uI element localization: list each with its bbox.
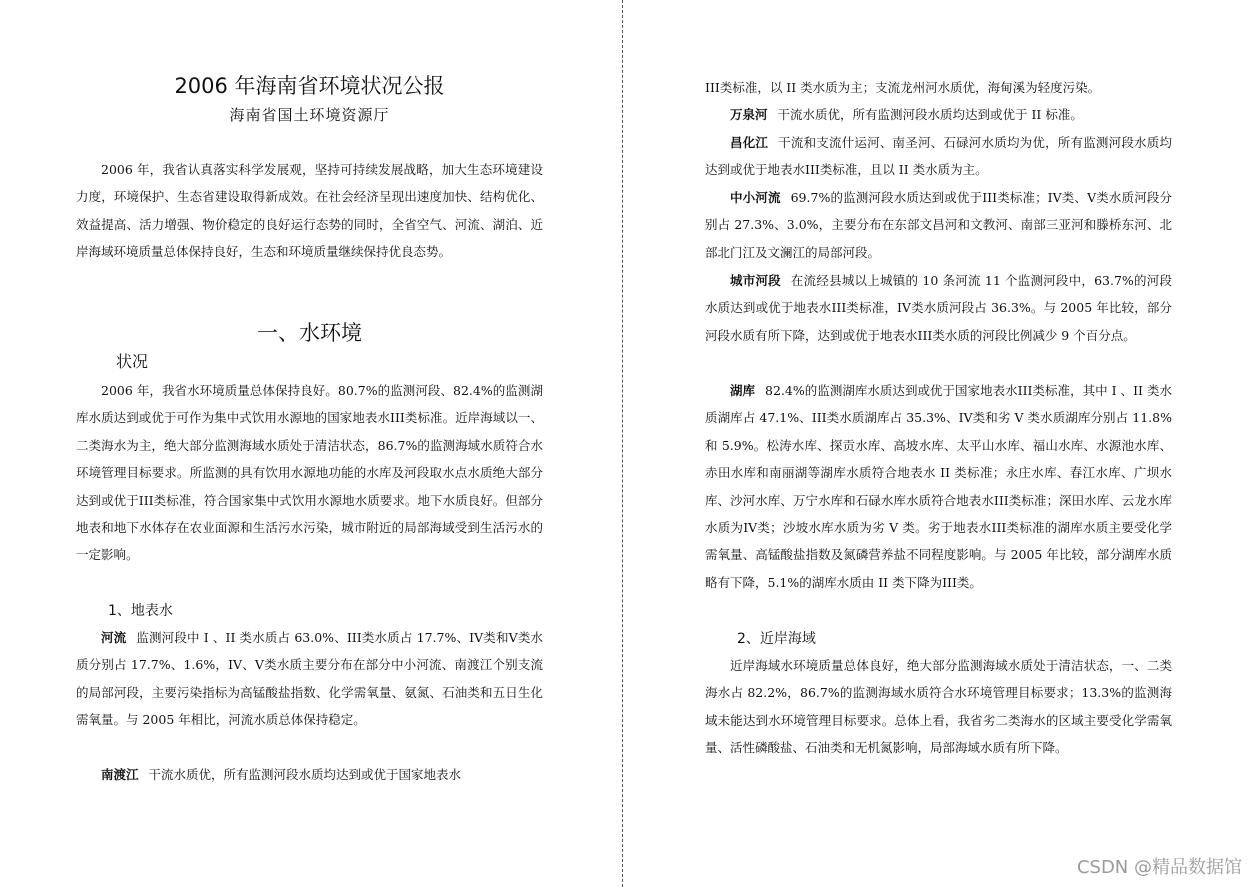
wanquan-text: 干流水质优，所有监测河段水质均达到或优于 II 标准。 (777, 107, 1083, 122)
city-rivers-label: 城市河段 (730, 273, 781, 288)
watermark: CSDN @精品数据馆 (1076, 857, 1242, 878)
report-title: 2006 年海南省环境状况公报 (174, 74, 445, 98)
changhua-text: 干流和支流什运河、南圣河、石碌河水质均为优，所有监测河段水质均达到或优于地表水III类标准，且以 II 类水质为主。 (705, 135, 1172, 178)
lakes-paragraph (705, 377, 1172, 596)
report-publisher: 海南省国土环境资源厅 (229, 106, 390, 124)
small-rivers-text: 69.7%的监测河段水质达到或优于III类标准；IV类、V类水质河段分别占 27.3%、3.0%，主要分布在东部文昌河和文教河、南部三亚河和滕桥东河、北部北门江及文澜江的局部河段。 (705, 190, 1172, 260)
small-rivers-paragraph (705, 184, 1172, 266)
lakes-text: 82.4%的监测湖库水质达到或优于国家地表水III类标准，其中 I 、II 类水质湖库占 47.1%、III类水质湖库占 35.3%、IV类和劣 V 类水质湖库分别占 11.8%和 5.9%。松涛水库、探贡水库、高坡水库、太平山水库、福山水库、水源池水库、赤田水库和南丽湖等湖库水质符合地表水 II 类标准；永庄水库、春江水库、广坝水库、沙河水库、万宁水库和石碌水库水质符合地表水III类标准；深田水库、云龙水库水质为IV类；沙坡水库水质为劣 V 类。劣于地表水III类标准的湖库水质主要受化学需氧量、高锰酸盐指数及氮磷营养盐不同程度影响。与 2005 年比较，部分湖库水质略有下降，5.1%的湖库水质由 II 类下降为III类。 (705, 383, 1172, 590)
coastal-paragraph: 近岸海域水环境质量总体良好，绝大部分监测海域水质处于清洁状态，一、二类海水占 82.2%，86.7%的监测海域水质符合水环境管理目标要求；13.3%的监测海域未能达到水环境管理目标要求。总体上看，我省劣二类海水的区域主要受化学需氧量、活性磷酸盐、石油类和无机氮影响，局部海域水质有所下降。 (705, 658, 1172, 756)
nandu-label: 南渡江 (101, 767, 139, 782)
section-water-title: 一、水环境 (257, 321, 362, 345)
changhua-paragraph (705, 129, 1172, 184)
city-rivers-text: 在流经县城以上城镇的 10 条河流 11 个监测河段中，63.7%的河段水质达到或优于地表水III类标准，IV类水质河段占 36.3%。与 2005 年比较，部分河段水质有所下降，达到或优于地表水III类水质的河段比例减少 9 个百分点。 (705, 273, 1172, 343)
lakes-label: 湖库 (730, 383, 756, 398)
page-divider (622, 0, 623, 887)
coastal-heading: 2、近岸海域 (737, 631, 816, 647)
wanquan-label: 万泉河 (730, 107, 768, 122)
wanquan-paragraph (705, 101, 1172, 128)
rivers-paragraph (76, 624, 543, 734)
nandu-continued: III类标准，以 II 类水质为主；支流龙州河水质优，海甸溪为轻度污染。 (705, 80, 1101, 95)
nandu-text: 干流水质优，所有监测河段水质均达到或优于国家地表水 (148, 767, 462, 782)
intro-paragraph: 2006 年，我省认真落实科学发展观，坚持可持续发展战略，加大生态环境建设力度，环境保护、生态省建设取得新成效。在社会经济呈现出速度加快、结构优化、效益提高、活力增强、物价稳定的良好运行态势的同时，全省空气、河流、湖泊、近岸海域环境质量总体保持良好，生态和环境质量继续保持优良态势。 (76, 162, 543, 260)
rivers-text: 监测河段中 I 、II 类水质占 63.0%、III类水质占 17.7%、IV类和V类水质分别占 17.7%、1.6%，IV、V类水质主要分布在部分中小河流、南渡江个别支流的局部河段，主要污染指标为高锰酸盐指数、化学需氧量、氨氮、石油类和五日生化需氧量。与 2005 年相比，河流水质总体保持稳定。 (76, 630, 543, 728)
status-paragraph: 2006 年，我省水环境质量总体保持良好。80.7%的监测河段、82.4%的监测湖库水质达到或优于可作为集中式饮用水源地的国家地表水III类标准。近岸海域以一、二类海水为主，绝大部分监测海域水质处于清洁状态，86.7%的监测海域水质符合水环境管理目标要求。所监测的具有饮用水源地功能的水库及河段取水点水质绝大部分达到或优于III类标准，符合国家集中式饮用水源地水质要求。地下水质良好。但部分地表和地下水体存在农业面源和生活污水污染，城市附近的局部海域受到生活污水的一定影响。 (76, 383, 543, 563)
nandu-paragraph (76, 761, 543, 788)
small-rivers-label: 中小河流 (730, 190, 781, 205)
changhua-label: 昌化江 (730, 135, 769, 150)
rivers-label: 河流 (101, 630, 127, 645)
city-rivers-paragraph (705, 267, 1172, 349)
surface-water-heading: 1、地表水 (108, 603, 173, 619)
status-heading: 状况 (116, 352, 149, 371)
